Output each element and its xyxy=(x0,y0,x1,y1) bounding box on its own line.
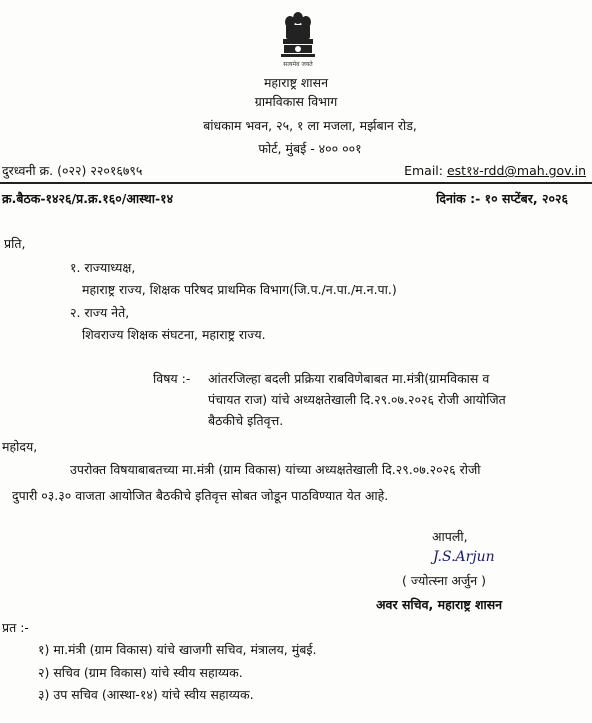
email-label: Email: xyxy=(404,163,443,178)
subject-line3: बैठकीचे इतिवृत्त. xyxy=(208,413,284,428)
body-line2: दुपारी ०३.३० वाजता आयोजित बैठकीचे इतिवृत्त सोबत जोडून पाठविण्यात येत आहे. xyxy=(12,488,389,503)
government-name: महाराष्ट्र शासन xyxy=(263,75,329,90)
reference-number: क्र.बैठक-१४२६/प्र.क्र.१६०/आस्था-१४ xyxy=(2,191,174,206)
department-name: ग्रामविकास विभाग xyxy=(254,94,338,109)
copy-heading: प्रत :- xyxy=(2,620,29,635)
signatory-designation: अवर सचिव, महाराष्ट्र शासन xyxy=(376,597,503,612)
to-heading: प्रति, xyxy=(4,236,26,251)
copy-item: २) सचिव (ग्राम विकास) यांचे स्वीय सहाय्यक. xyxy=(38,665,243,680)
copy-item: १) मा.मंत्री (ग्राम विकास) यांचे खाजगी सचिव, मंत्रालय, मुंबई. xyxy=(38,642,317,657)
emblem-caption: सत्यमेव जयते xyxy=(283,61,313,68)
signature-mark: J.S.Arjun xyxy=(433,549,495,565)
copy-item: ३) उप सचिव (आस्था-१४) यांचे स्वीय सहाय्यक. xyxy=(38,687,254,702)
subject-label: विषय :- xyxy=(153,371,191,386)
phone-number: दुरध्वनी क्र. (०२२) २२०१६७९५ xyxy=(2,163,143,178)
recipient2-body: शिवराज्य शिक्षक संघटना, महाराष्ट्र राज्य. xyxy=(82,327,266,342)
body-line1: उपरोक्त विषयाबाबतच्या मा.मंत्री (ग्राम विकास) यांच्या अध्यक्षतेखाली दि.२९.०७.२०२६ रोजी xyxy=(70,462,481,477)
header-divider xyxy=(0,182,592,184)
address-line2: फोर्ट, मुंबई - ४०० ००१ xyxy=(258,141,362,156)
address-line1: बांधकाम भवन, २५, १ ला मजला, मर्झबान रोड, xyxy=(203,118,417,133)
closing: आपली, xyxy=(432,529,468,544)
subject-line1: आंतरजिल्हा बदली प्रक्रिया राबविणेबाबत मा.मंत्री(ग्रामविकास व xyxy=(208,371,490,386)
email-block xyxy=(404,162,586,179)
email-link[interactable]: est१४-rdd@mah.gov.in xyxy=(446,163,586,178)
salutation: महोदय, xyxy=(2,439,38,454)
subject-line2: पंचायत राज) यांचे अध्यक्षतेखाली दि.२९.०७.२०२६ रोजी आयोजित xyxy=(208,392,506,407)
letter-date: दिनांक :- १० सप्टेंबर, २०२६ xyxy=(436,191,568,206)
state-emblem-icon xyxy=(275,8,321,70)
signatory-name: ( ज्योत्स्ना अर्जुन ) xyxy=(402,573,487,588)
recipient1-title: १. राज्याध्यक्ष, xyxy=(70,260,136,275)
recipient2-title: २. राज्य नेते, xyxy=(70,305,130,320)
recipient1-body: महाराष्ट्र राज्य, शिक्षक परिषद प्राथमिक विभाग(जि.प./न.पा./म.न.पा.) xyxy=(82,282,397,297)
